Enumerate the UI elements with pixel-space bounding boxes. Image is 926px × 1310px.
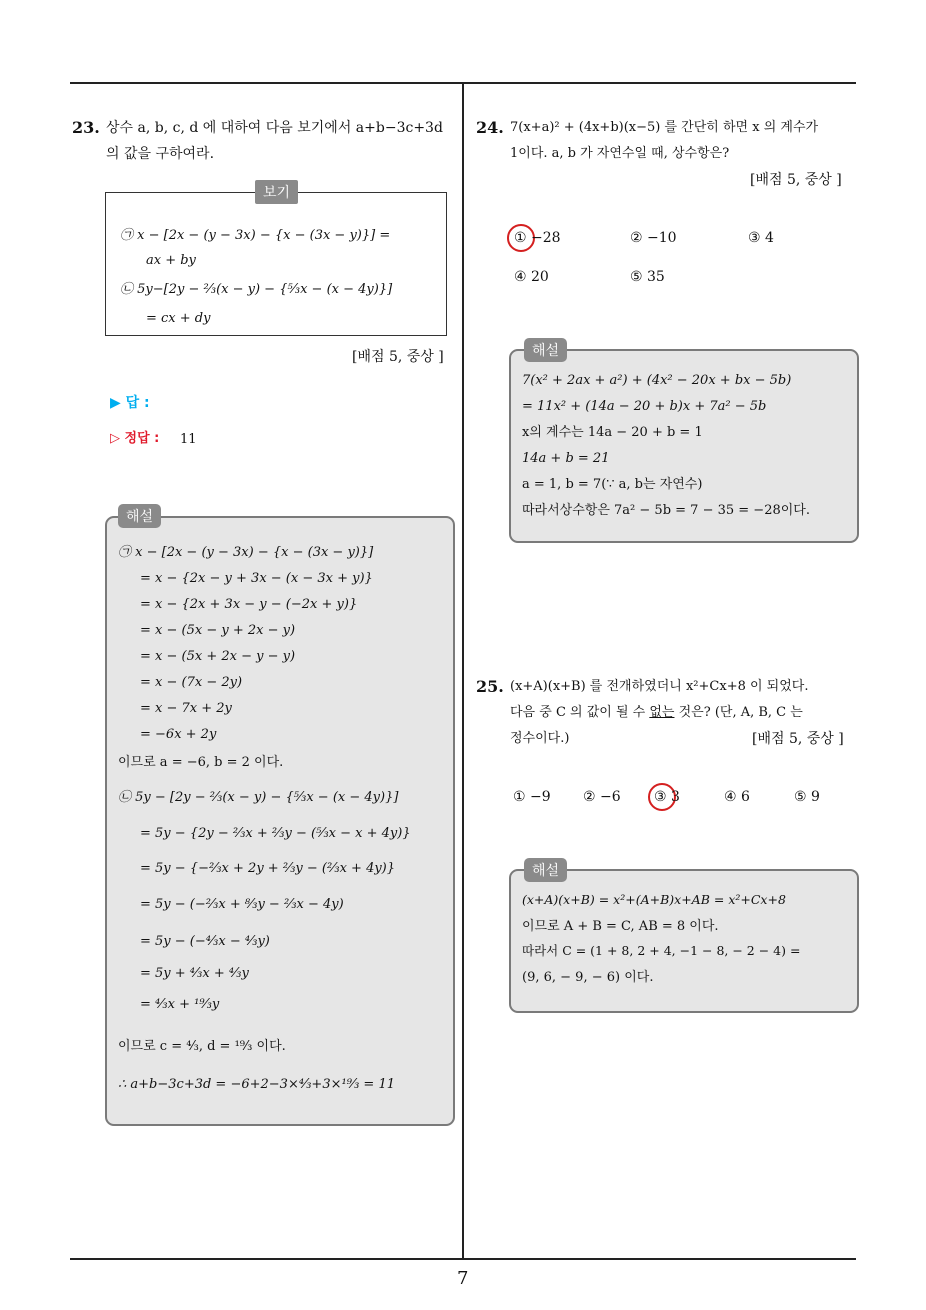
q23-text-line1: 상수 a, b, c, d 에 대하여 다음 보기에서 a+b−3c+3d (106, 120, 443, 136)
q25-text-line2 (510, 706, 803, 719)
q25-option-2[interactable]: ② −6 (583, 789, 621, 805)
q25-text-line2b: 것은? (단, A, B, C 는 (674, 705, 803, 720)
q24-sol-line: = 11x² + (14a − 20 + b)x + 7a² − 5b (522, 399, 767, 414)
q23-number: 23. (72, 118, 100, 137)
q23-solution-label: 해설 (118, 504, 161, 528)
column-divider (462, 82, 464, 1260)
q25-sol-line: (x+A)(x+B) = x²+(A+B)x+AB = x²+Cx+8 (522, 892, 786, 907)
bottom-rule (70, 1258, 856, 1260)
q25-text-underlined: 없는 (649, 705, 675, 720)
q23-correct-label: ▷ 정답 : (110, 431, 160, 446)
q24-text-line1: 7(x+a)² + (4x+b)(x−5) 를 간단히 하면 x 의 계수가 (510, 120, 819, 135)
q24-sol-line: 7(x² + 2ax + a²) + (4x² − 20x + bx − 5b) (522, 373, 792, 388)
q24-sol-line: a = 1, b = 7(∵ a, b는 자연수) (522, 477, 703, 492)
q23-example-line2: ax + by (146, 253, 196, 268)
q24-sol-line: 따라서상수항은 7a² − 5b = 7 − 35 = −28이다. (522, 503, 810, 518)
q23-sol-line: = x − {2x + 3x − y − (−2x + y)} (140, 597, 358, 612)
q25-text-line2a: 다음 중 C 의 값이 될 수 (510, 705, 650, 720)
q25-option-4[interactable]: ④ 6 (724, 789, 750, 805)
q24-sol-line: 14a + b = 21 (522, 451, 610, 466)
q23-sol-line: = x − (5x − y + 2x − y) (140, 623, 296, 638)
q24-score: [배점 5, 중상 ] (750, 172, 842, 188)
q23-sol-line: ㉡ 5y − [2y − ²⁄₃(x − y) − {⁵⁄₃x − (x − 4y)}] (118, 790, 399, 805)
q23-sol-line: = x − (7x − 2y) (140, 675, 243, 690)
q23-sol-line: = 5y − (−²⁄₃x + ⁸⁄₃y − ²⁄₃x − 4y) (140, 897, 344, 912)
q23-sol-line: = 5y − (−⁴⁄₃x − ⁴⁄₃y) (140, 934, 270, 949)
q23-sol-line: ∴ a+b−3c+3d = −6+2−3×⁴⁄₃+3×¹⁹⁄₃ = 11 (118, 1077, 395, 1092)
q25-sol-line: 이므로 A + B = C, AB = 8 이다. (522, 919, 719, 934)
q23-correct-value: 11 (180, 432, 197, 447)
q23-sol-line: = ⁴⁄₃x + ¹⁹⁄₃y (140, 997, 220, 1012)
q23-sol-line: = x − (5x + 2x − y − y) (140, 649, 296, 664)
q23-sol-line: 이므로 a = −6, b = 2 이다. (118, 755, 284, 770)
q23-answer-label: ▶ 답 : (110, 395, 150, 411)
q23-example-label: 보기 (255, 180, 298, 204)
q23-score: [배점 5, 중상 ] (352, 349, 444, 365)
q23-example-line4: = cx + dy (146, 311, 211, 326)
q23-sol-line: = 5y − {−²⁄₃x + 2y + ²⁄₃y − (²⁄₃x + 4y)} (140, 861, 396, 876)
q25-score: [배점 5, 중상 ] (752, 731, 844, 747)
q25-option-5[interactable]: ⑤ 9 (794, 789, 820, 805)
q25-text-line1: (x+A)(x+B) 를 전개하였더니 x²+Cx+8 이 되었다. (510, 679, 809, 694)
q25-sol-line: (9, 6, − 9, − 6) 이다. (522, 970, 654, 985)
q25-option-3[interactable]: ③ 3 (654, 789, 680, 805)
q23-sol-line: ㉠ x − [2x − (y − 3x) − {x − (3x − y)}] (118, 545, 374, 560)
q24-option-1[interactable]: ① −28 (514, 230, 561, 246)
q23-sol-line: = 5y + ⁴⁄₃x + ⁴⁄₃y (140, 966, 249, 981)
q24-option-2[interactable]: ② −10 (630, 230, 677, 246)
q24-option-3[interactable]: ③ 4 (748, 230, 774, 246)
q24-solution-label: 해설 (524, 338, 567, 362)
q25-number: 25. (476, 677, 504, 696)
q25-option-1[interactable]: ① −9 (513, 789, 551, 805)
q25-sol-line: 따라서 C = (1 + 8, 2 + 4, −1 − 8, − 2 − 4) = (522, 943, 801, 958)
q24-number: 24. (476, 118, 504, 137)
q24-sol-line: x의 계수는 14a − 20 + b = 1 (522, 425, 703, 440)
q25-solution-box (509, 869, 859, 1013)
q24-option-5[interactable]: ⑤ 35 (630, 269, 665, 285)
q23-example-line1: ㉠ x − [2x − (y − 3x) − {x − (3x − y)}] = (120, 228, 391, 243)
q23-example-line3: ㉡ 5y−[2y − ²⁄₃(x − y) − {⁵⁄₃x − (x − 4y)}] (120, 282, 393, 297)
q23-sol-line: = −6x + 2y (140, 727, 217, 742)
q23-sol-line: 이므로 c = ⁴⁄₃, d = ¹⁹⁄₃ 이다. (118, 1039, 286, 1054)
q25-solution-label: 해설 (524, 858, 567, 882)
page-number: 7 (457, 1268, 469, 1289)
q25-text-line3: 정수이다.) (510, 731, 570, 746)
q23-sol-line: = x − 7x + 2y (140, 701, 232, 716)
q24-text-line2: 1이다. a, b 가 자연수일 때, 상수항은? (510, 146, 730, 161)
q23-text-line2: 의 값을 구하여라. (106, 146, 215, 162)
q23-sol-line: = 5y − {2y − ²⁄₃x + ²⁄₃y − (⁵⁄₃x − x + 4y)} (140, 826, 411, 841)
q23-sol-line: = x − {2x − y + 3x − (x − 3x + y)} (140, 571, 373, 586)
q24-option-4[interactable]: ④ 20 (514, 269, 549, 285)
